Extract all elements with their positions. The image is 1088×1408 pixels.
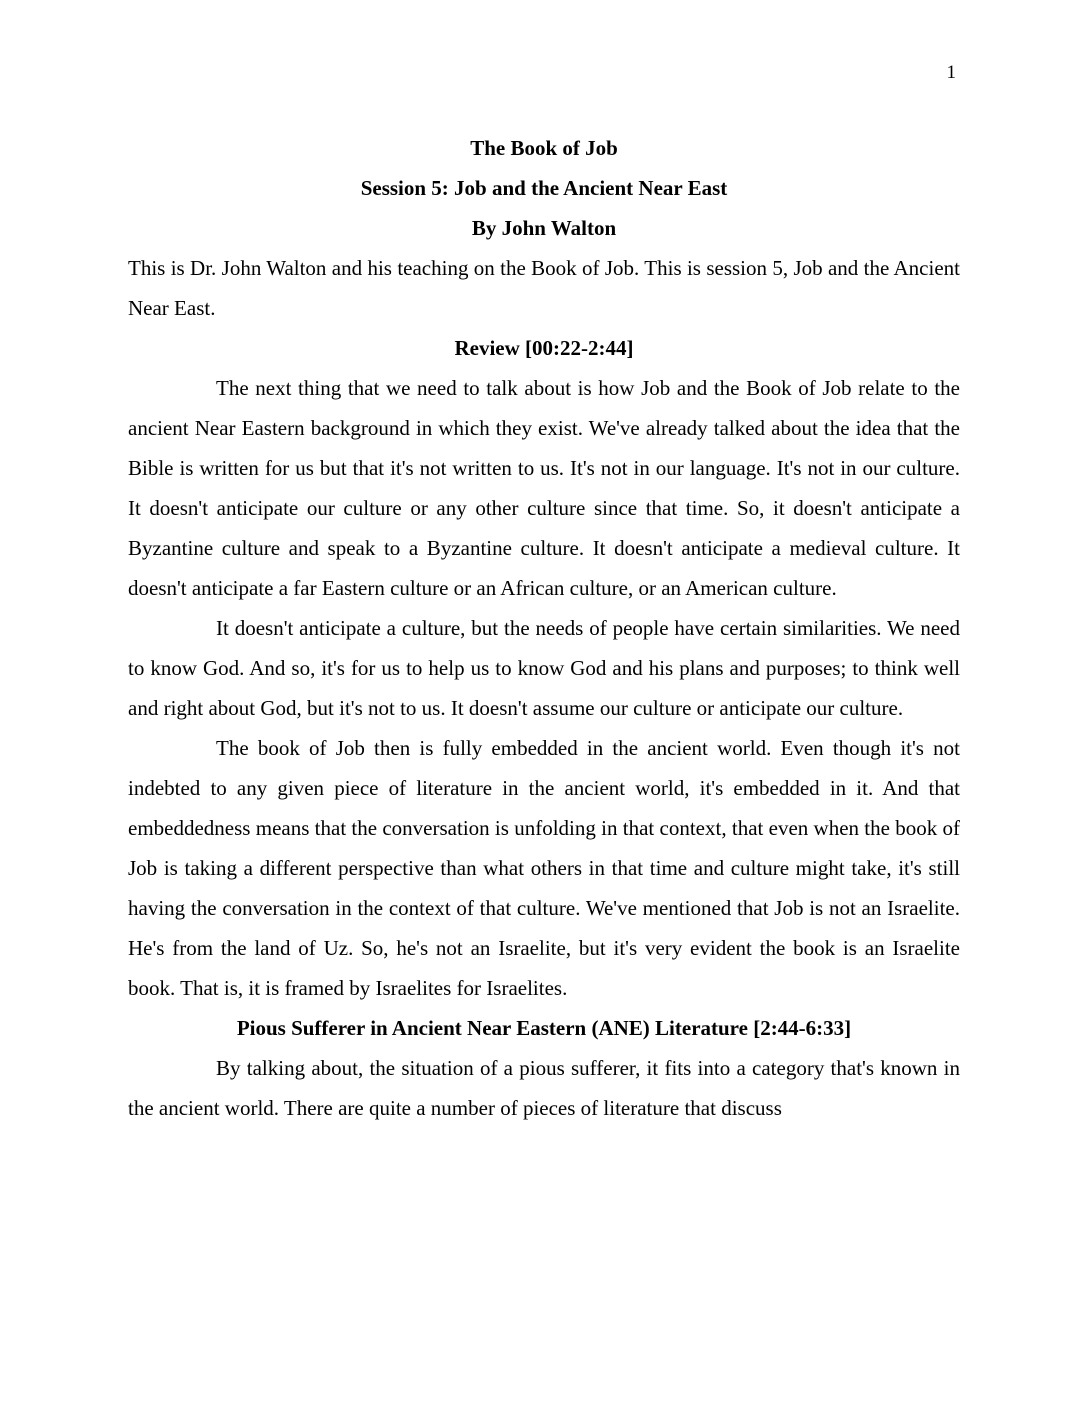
review-paragraph-1: The next thing that we need to talk about is how Job and the Book of Job relate to the ancient Near Eastern background in which they exist. We've already talked about the idea that the Bible is written for us but that it's not written to us. It's not in our language. It's not in our culture. It doesn't anticipate our culture or any other culture since that time. So, it doesn't anticipate a Byzantine culture and speak to a Byzantine culture. It doesn't anticipate a medieval culture. It doesn't anticipate a far Eastern culture or an African culture, or an American culture. bbox=[128, 376, 960, 600]
pious-sufferer-paragraph-1: By talking about, the situation of a pious sufferer, it fits into a category that's known in the ancient world. There are quite a number of pieces of literature that discuss bbox=[128, 1056, 960, 1120]
document-subtitle-session: Session 5: Job and the Ancient Near East bbox=[360, 176, 728, 200]
document-author: By John Walton bbox=[471, 216, 617, 240]
intro-paragraph: This is Dr. John Walton and his teaching on the Book of Job. This is session 5, Job and the Ancient Near East. bbox=[128, 256, 960, 320]
section-heading-pious-sufferer: Pious Sufferer in Ancient Near Eastern (ANE) Literature [2:44-6:33] bbox=[236, 1016, 852, 1040]
section-heading-review: Review [00:22-2:44] bbox=[454, 336, 634, 360]
page-number: 1 bbox=[946, 62, 956, 83]
title-block bbox=[128, 128, 960, 248]
document-title: The Book of Job bbox=[470, 136, 618, 160]
review-paragraph-3: The book of Job then is fully embedded in the ancient world. Even though it's not indebted to any given piece of literature in the ancient world, it's embedded in it. And that embeddedness means that the conversation is unfolding in that context, that even when the book of Job is taking a different perspective than what others in that time and culture might take, it's still having the conversation in the context of that culture. We've mentioned that Job is not an Israelite. He's from the land of Uz. So, he's not an Israelite, but it's very evident the book is an Israelite book. That is, it is framed by Israelites for Israelites. bbox=[128, 736, 960, 1000]
review-paragraph-2: It doesn't anticipate a culture, but the needs of people have certain similarities. We need to know God. And so, it's for us to help us to know God and his plans and purposes; to think well and right about God, but it's not to us. It doesn't assume our culture or anticipate our culture. bbox=[128, 616, 960, 720]
